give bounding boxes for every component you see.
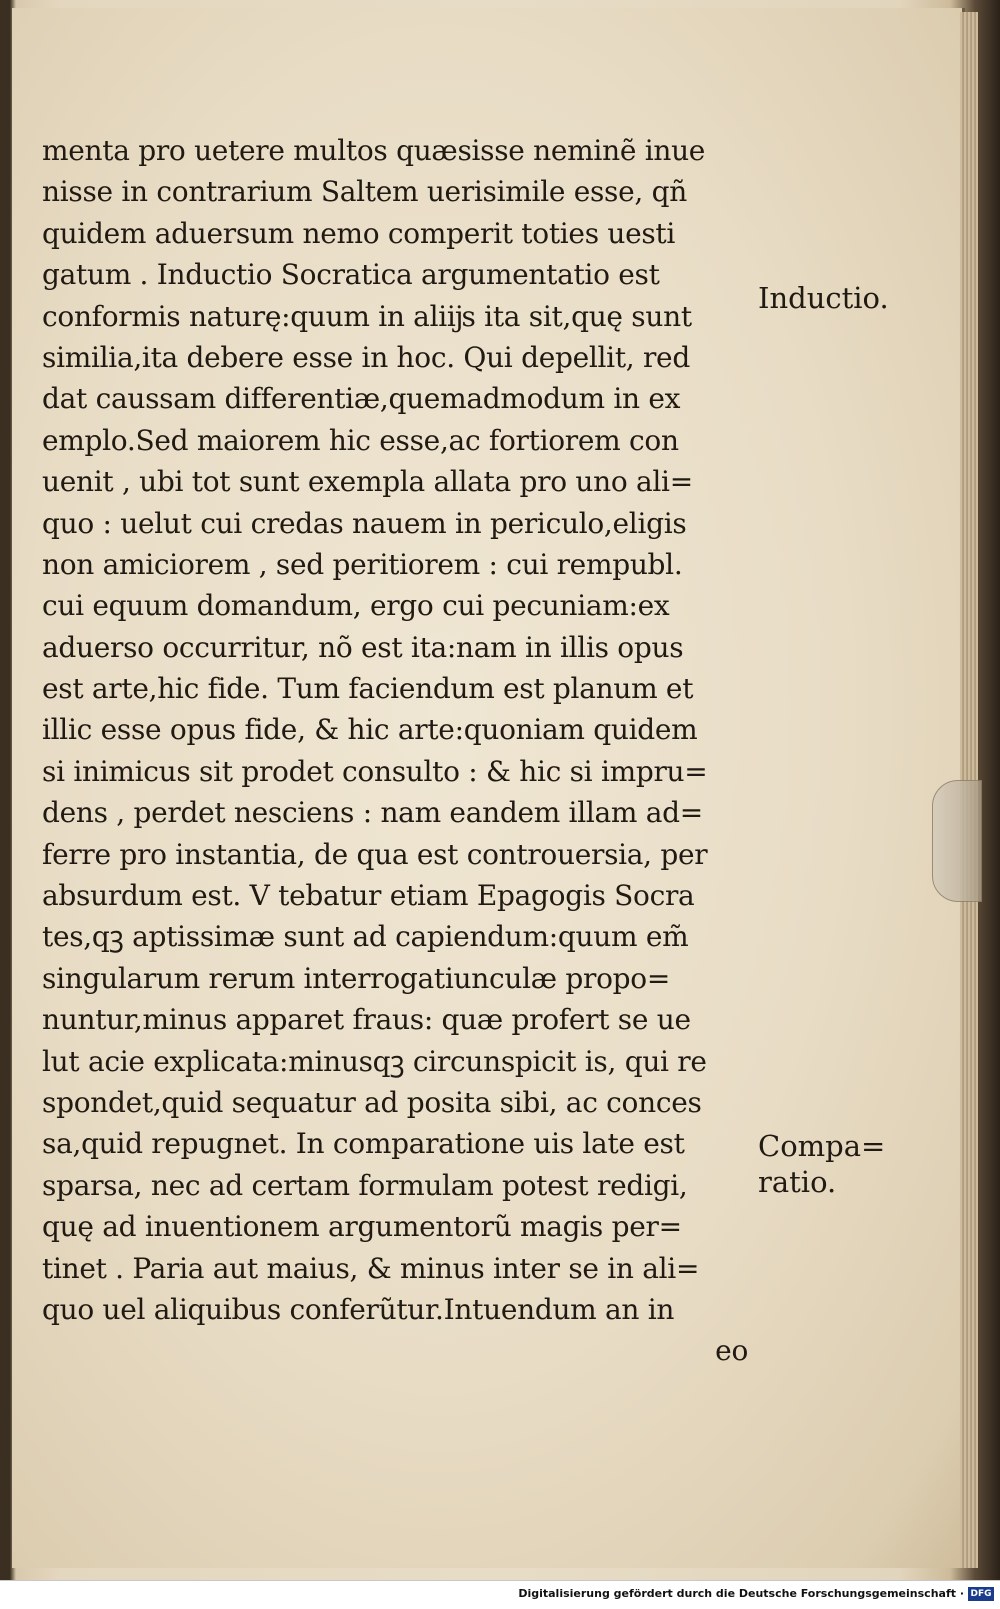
marginal-note-inductio: Inductio. (758, 281, 889, 315)
digitization-footer (0, 1580, 1000, 1609)
text-line: dat caussam differentiæ,quemadmodum in ex (42, 382, 681, 416)
text-line: quidem aduersum nemo comperit toties uesti (42, 216, 676, 250)
text-line: aduerso occurritur, nõ est ita:nam in illis opus (42, 630, 684, 664)
text-line: sparsa, nec ad certam formulam potest redigi, (42, 1168, 688, 1202)
text-line: ferre pro instantia, de qua est controuersia, per (42, 837, 708, 871)
dfg-logo: DFG (968, 1587, 994, 1601)
text-line: si inimicus sit prodet consulto : & hic si impru= (42, 754, 708, 788)
text-line: menta pro uetere multos quæsisse neminẽ inue (42, 134, 706, 167)
text-line: absurdum est. V tebatur etiam Epagogis Socra (42, 879, 695, 913)
text-line: nuntur,minus apparet fraus: quæ profert se ue (42, 1003, 691, 1037)
text-line: lut acie explicata:minusqꝫ circunspicit is, qui re (42, 1044, 707, 1078)
text-line: tes,qꝫ aptissimæ sunt ad capiendum:quum em̃ (42, 920, 689, 954)
text-line: uenit , ubi tot sunt exempla allata pro uno ali= (42, 465, 693, 499)
body-text (42, 130, 752, 1372)
text-line: tinet . Paria aut maius, & minus inter se in ali= (42, 1251, 700, 1285)
text-line: spondet,quid sequatur ad posita sibi, ac conces (42, 1085, 702, 1119)
page-tab-marker (932, 780, 982, 902)
text-line: cui equum domandum, ergo cui pecuniam:ex (42, 589, 670, 623)
text-line: est arte,hic fide. Tum faciendum est planum et (42, 672, 694, 706)
footer-credit: Digitalisierung gefördert durch die Deutsche Forschungsgemeinschaft · (518, 1587, 964, 1600)
text-line: singularum rerum interrogatiunculæ propo= (42, 961, 670, 995)
catchword: eo (715, 1334, 748, 1368)
text-line: emplo.Sed maiorem hic esse,ac fortiorem con (42, 423, 679, 457)
text-line: nisse in contrarium Saltem uerisimile esse, qñ (42, 175, 687, 209)
text-line: quę ad inuentionem argumentorũ magis per= (42, 1210, 682, 1244)
text-line: quo : uelut cui credas nauem in periculo,eligis (42, 506, 687, 540)
text-line: conformis naturę:quum in aliĳs ita sit,quę sunt (42, 299, 692, 333)
text-line: dens , perdet nesciens : nam eandem illam ad= (42, 796, 703, 830)
marginal-note-comparatio: Compa= ratio. (758, 1129, 886, 1199)
text-line: similia,ita debere esse in hoc. Qui depellit, red (42, 340, 690, 374)
text-line: quo uel aliquibus conferũtur.Intuendum an in (42, 1292, 675, 1326)
text-line: non amiciorem , sed peritiorem : cui rempubl. (42, 547, 683, 581)
text-line: gatum . Inductio Socratica argumentatio est (42, 258, 660, 292)
text-line: sa,quid repugnet. In comparatione uis late est (42, 1127, 685, 1161)
text-line: illic esse opus fide, & hic arte:quoniam quidem (42, 713, 698, 747)
